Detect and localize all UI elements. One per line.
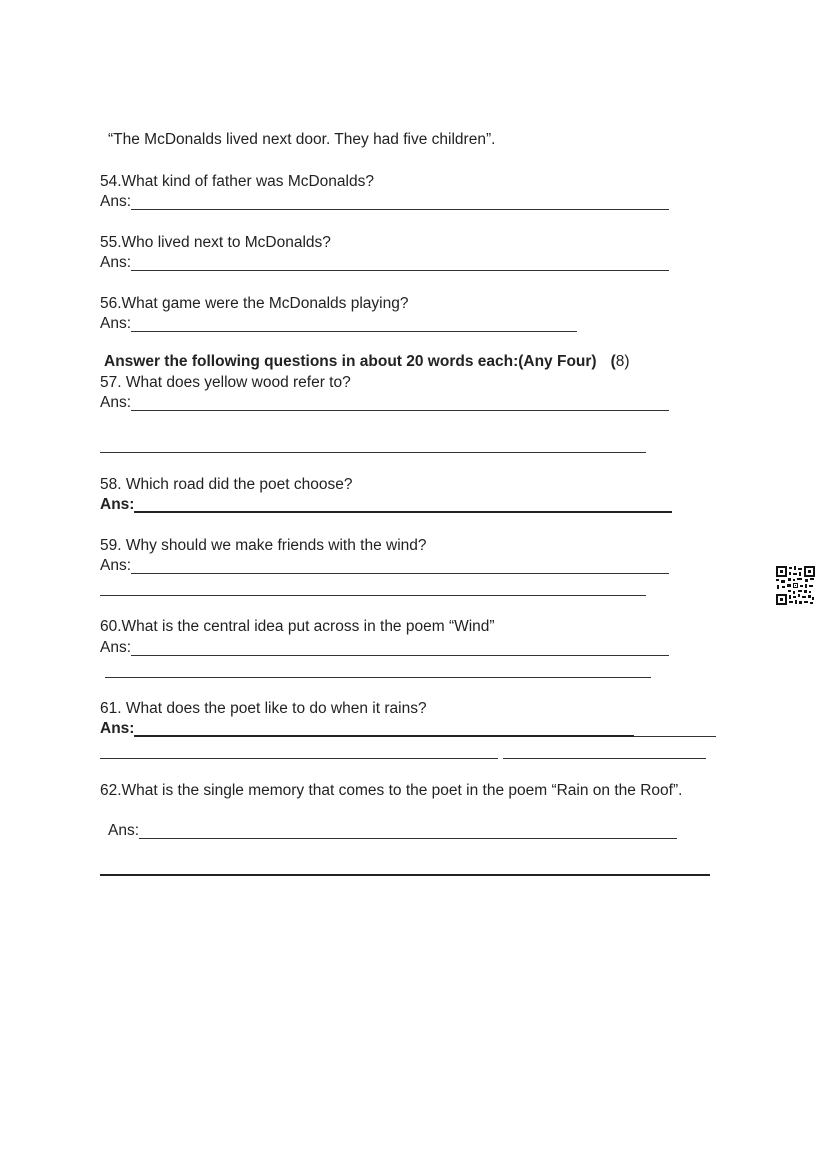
answer-line-extra[interactable] <box>105 677 651 678</box>
answer-label: Ans: <box>100 720 135 737</box>
question-54: 54.What kind of father was McDonalds? <box>100 173 374 190</box>
answer-line[interactable] <box>134 511 672 513</box>
answer-line-extra[interactable] <box>100 595 646 596</box>
marks-open: ( <box>610 353 616 370</box>
answer-label: Ans: <box>108 822 140 839</box>
answer-line[interactable] <box>131 573 669 574</box>
answer-60[interactable] <box>100 638 669 658</box>
answer-line-extra[interactable] <box>100 758 498 759</box>
answer-label: Ans: <box>100 254 132 271</box>
answer-58[interactable] <box>100 495 672 515</box>
answer-56[interactable] <box>100 314 577 334</box>
answer-line-extra[interactable] <box>100 452 646 453</box>
question-59: 59. Why should we make friends with the wind? <box>100 537 427 554</box>
answer-label: Ans: <box>100 394 132 411</box>
question-60: 60.What is the central idea put across in the poem “Wind” <box>100 618 495 635</box>
answer-line[interactable] <box>134 735 634 737</box>
question-58: 58. Which road did the poet choose? <box>100 476 353 493</box>
marks-value: 8) <box>615 353 630 370</box>
answer-57[interactable] <box>100 393 669 413</box>
question-57: 57. What does yellow wood refer to? <box>100 374 351 391</box>
answer-61[interactable] <box>100 719 716 739</box>
section-heading <box>104 352 630 372</box>
passage-quote: “The McDonalds lived next door. They had five children”. <box>108 131 496 148</box>
answer-55[interactable] <box>100 253 669 273</box>
answer-line[interactable] <box>139 838 677 839</box>
answer-label: Ans: <box>100 315 132 332</box>
answer-line[interactable] <box>634 736 716 737</box>
answer-label: Ans: <box>100 557 132 574</box>
answer-line-extra[interactable] <box>503 758 706 759</box>
question-56: 56.What game were the McDonalds playing? <box>100 295 409 312</box>
question-55: 55.Who lived next to McDonalds? <box>100 234 331 251</box>
answer-label: Ans: <box>100 193 132 210</box>
answer-54[interactable] <box>100 192 669 212</box>
answer-label: Ans: <box>100 496 135 513</box>
question-62: 62.What is the single memory that comes to the poet in the poem “Rain on the Roof”. <box>100 782 683 799</box>
answer-line[interactable] <box>131 270 669 271</box>
answer-line[interactable] <box>131 209 669 210</box>
qr-code-icon <box>776 566 815 605</box>
answer-line[interactable] <box>131 655 669 656</box>
answer-line-extra[interactable] <box>100 874 710 876</box>
answer-59[interactable] <box>100 556 669 576</box>
section-heading-text: Answer the following questions in about 20 words each:(Any Four) <box>104 353 597 370</box>
question-61: 61. What does the poet like to do when it rains? <box>100 700 427 717</box>
answer-label: Ans: <box>100 639 132 656</box>
answer-62[interactable] <box>108 821 677 841</box>
answer-line[interactable] <box>131 331 577 332</box>
answer-line[interactable] <box>131 410 669 411</box>
